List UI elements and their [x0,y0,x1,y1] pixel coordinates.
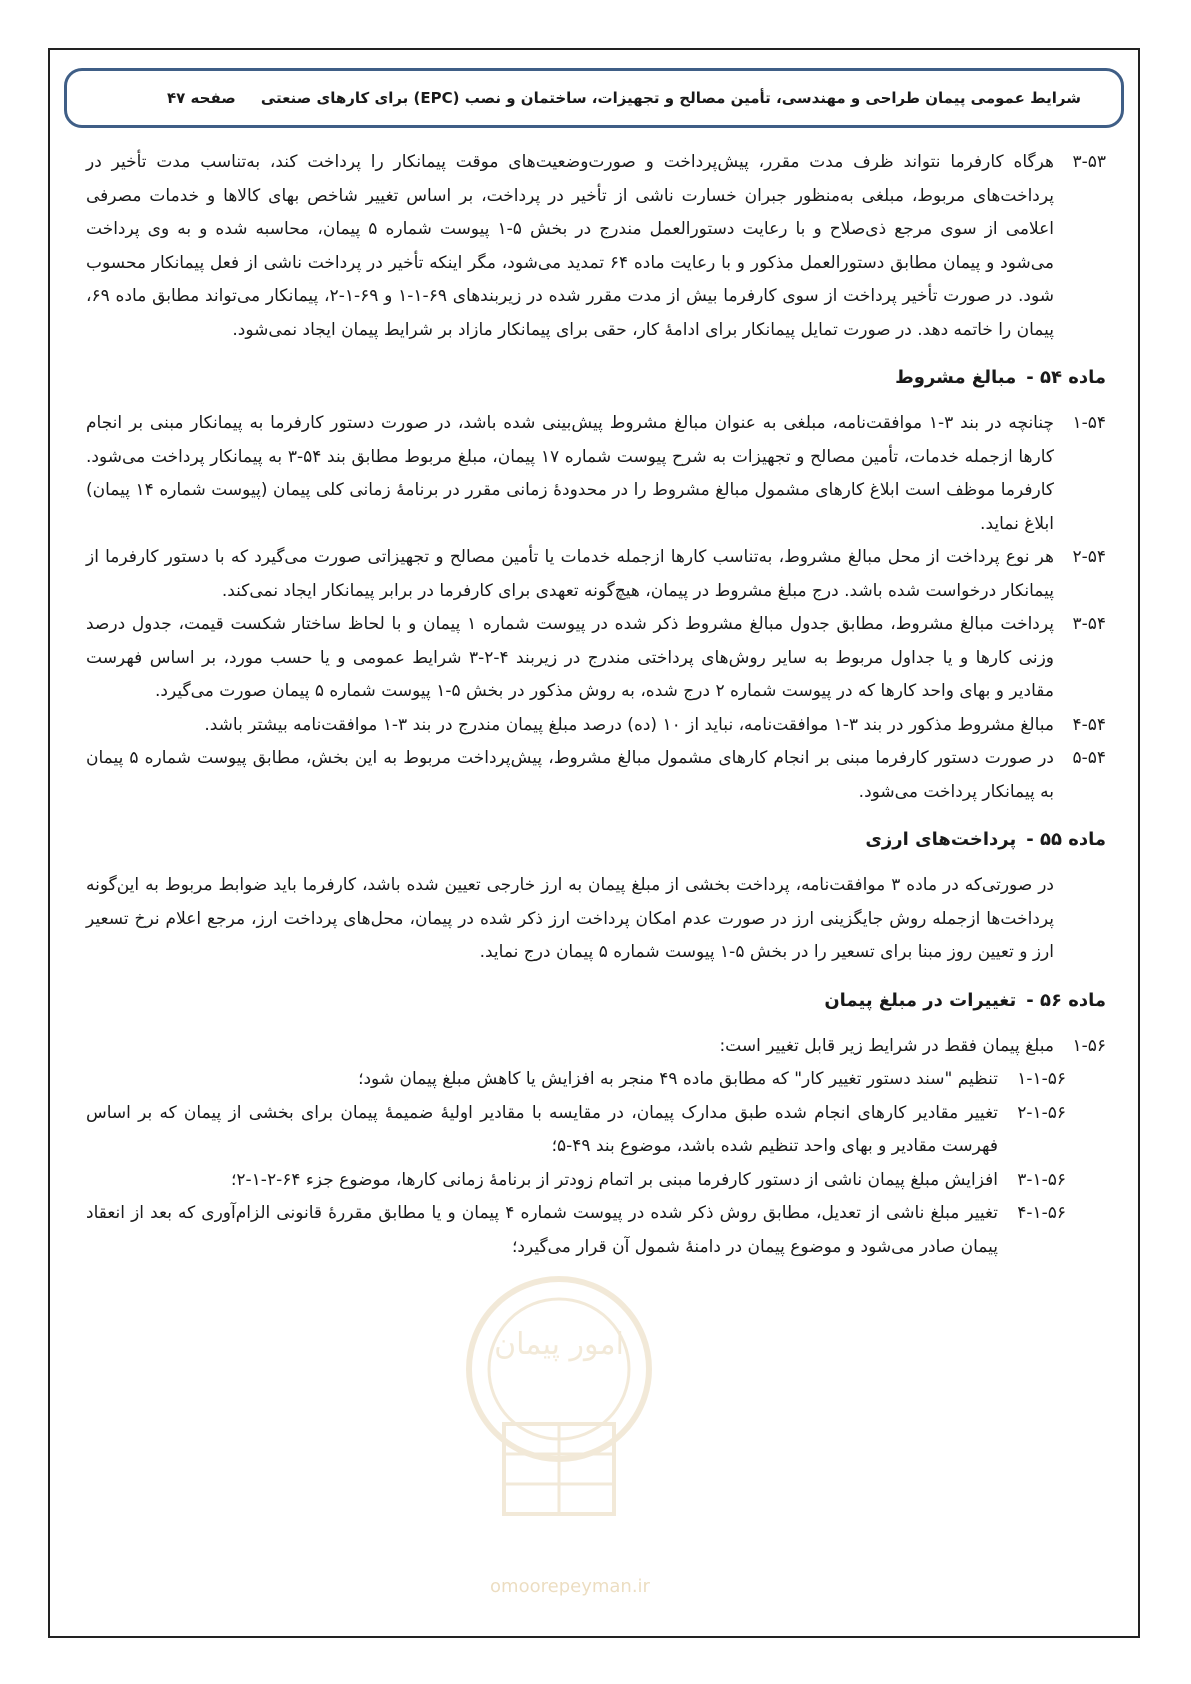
article-title: تغییرات در مبلغ پیمان [824,989,1017,1011]
watermark-logo [454,1264,664,1534]
clause-number: ۴-۵۴ [1072,714,1106,735]
page-number: صفحه ۴۷ [167,89,236,107]
clause-text: در صورت دستور کارفرما مبنی بر انجام کارهای مشمول مبالغ مشروط، پیش‌پرداخت مربوط به این بخش، مطابق پیوست شماره ۵ پیمان به پیمانکار پرداخت می‌شود. [86,748,1054,802]
clause-56-1-3 [86,1164,1066,1198]
article-title: پرداخت‌های ارزی [865,829,1017,850]
article-title: مبالغ مشروط [895,367,1017,388]
clause-54-1 [86,407,1106,541]
clause-text: مبلغ پیمان فقط در شرایط زیر قابل تغییر است: [719,1035,1054,1056]
article-56-heading [86,984,1106,1018]
watermark-site: omoorepeyman.ir [490,1576,650,1597]
subclause-number: ۱-۱-۵۶ [1017,1069,1066,1089]
clause-number: ۵-۵۴ [1072,748,1106,768]
watermark-logo-text: امور پیمان [494,1327,624,1362]
clause-56-1-2 [86,1097,1066,1164]
clause-text: پرداخت مبالغ مشروط، مطابق جدول مبالغ مشروط ذکر شده در پیوست شماره ۱ پیمان و با لحاظ ساختار شکست قیمت، جدول درصد وزنی کارها و یا جداول مربوط به سایر روش‌های پرداختی مندرج در زیربند ۴-۲-۳ شرایط عمومی و یا حسب مورد، بر اساس فهرست مقادیر و بهای واحد کارها که در پیوست شماره ۲ درج شده، به روش مذکور در بخش ۵-۱ پیوست شماره ۵ پیمان صورت می‌گیرد. [86,614,1055,701]
clause-54-2 [86,541,1106,608]
clause-54-4 [86,709,1106,743]
clause-54-5 [86,742,1106,809]
clause-56-1-4 [86,1197,1066,1264]
clause-number: ۱-۵۶ [1072,1035,1106,1056]
article-55-text: در صورتی‌که در ماده ۳ موافقت‌نامه، پرداخت بخشی از مبلغ پیمان به ارز خارجی تعیین شده باشد، کارفرما باید ضوابط مربوط به این‌گونه پرداخت‌ها ازجمله روش جایگزینی ارز در صورت عدم امکان پرداخت ارز ذکر شده در پیمان، محل‌های پرداخت ارز، مرجع اعلام نرخ تسعیر ارز و تعیین روز مبنا برای تسعیر را در بخش ۵-۱ پیوست شماره ۵ پیمان درج نماید. [86,875,1054,962]
clause-56-1 [86,1030,1106,1064]
subclause-number: ۲-۱-۵۶ [1017,1102,1066,1123]
article-number: ماده ۵۴ - [1026,367,1106,388]
article-55-heading [86,823,1106,857]
subclause-number: ۳-۱-۵۶ [1017,1169,1066,1190]
article-54-heading [86,361,1106,395]
clause-54-3 [86,608,1106,709]
document-body [86,146,1106,1264]
clause-number: ۳-۵۴ [1072,614,1106,634]
clause-text: مبالغ مشروط مذکور در بند ۳-۱ موافقت‌نامه، نباید از ۱۰ (ده) درصد مبلغ پیمان مندرج در بند ۳-۱ موافقت‌نامه بیشتر باشد. [204,714,1054,735]
subclause-number: ۴-۱-۵۶ [1017,1203,1066,1223]
article-number: ماده ۵۶ - [1026,989,1106,1011]
subclause-text: افزایش مبلغ پیمان ناشی از دستور کارفرما مبنی بر اتمام زودتر از برنامهٔ زمانی کارها، موضوع جزء ۶۴-۲-۱-۲؛ [230,1169,998,1190]
clause-56-1-1 [86,1063,1066,1097]
page-header [64,68,1124,128]
clause-number: ۳-۵۳ [1072,152,1106,172]
clause-text: چنانچه در بند ۳-۱ موافقت‌نامه، مبلغی به عنوان مبالغ مشروط پیش‌بینی شده باشد، در صورت دستور کارفرما به پیمانکار مبنی بر انجام کارها ازجمله خدمات، تأمین مصالح و تجهیزات به شرح پیوست شماره ۱۷ پیمان، مبلغ مربوط مطابق بند ۵۴-۳ به پیمانکار پرداخت می‌شود. کارفرما موظف است ابلاغ کارهای مشمول مبالغ مشروط را در محدودهٔ زمانی مقرر در برنامهٔ زمانی کلی پیمان (پیوست شماره ۱۴ پیمان) ابلاغ نماید. [86,413,1055,534]
subclause-text: تنظیم "سند دستور تغییر کار" که مطابق ماده ۴۹ منجر به افزایش یا کاهش مبلغ پیمان شود؛ [358,1069,998,1089]
header-title: شرایط عمومی پیمان طراحی و مهندسی، تأمین مصالح و تجهیزات، ساختمان و نصب (EPC) برای کارهای صنعتی [260,89,1081,107]
clause-number: ۲-۵۴ [1072,547,1106,567]
clause-53-3 [86,146,1106,347]
subclause-text: تغییر مقادیر کارهای انجام شده طبق مدارک پیمان، در مقایسه با مقادیر اولیهٔ ضمیمهٔ پیمان برای بخشی از پیمان که بر اساس فهرست مقادیر و بهای واحد تنظیم شده باشد، موضوع بند ۴۹-۵؛ [86,1102,998,1156]
clause-number: ۱-۵۴ [1072,413,1106,433]
clause-text: هر نوع پرداخت از محل مبالغ مشروط، به‌تناسب کارها ازجمله خدمات یا تأمین مصالح و تجهیزاتی صورت می‌گیرد که با دستور کارفرما از پیمانکار درخواست شده باشد. درج مبلغ مشروط در پیمان، هیچ‌گونه تعهدی برای کارفرما در برابر پیمانکار ایجاد نمی‌کند. [86,547,1054,601]
article-number: ماده ۵۵ - [1026,829,1106,850]
subclause-text: تغییر مبلغ ناشی از تعدیل، مطابق روش ذکر شده در پیوست شماره ۴ پیمان و یا مطابق مقررهٔ قانونی الزام‌آوری که بعد از انعقاد پیمان صادر می‌شود و موضوع پیمان در دامنهٔ شمول آن قرار می‌گیرد؛ [86,1203,998,1257]
clause-text: هرگاه کارفرما نتواند ظرف مدت مقرر، پیش‌پرداخت و صورت‌وضعیت‌های موقت پیمانکار را پرداخت کند، به‌تناسب مدت تأخیر در پرداخت‌های مربوط، مبلغی به‌منظور جبران خسارت ناشی از تأخیر در پرداخت، بر اساس تغییر شاخص بهای کالاها و خدمات مصرفی اعلامی از سوی مرجع ذی‌صلاح و با رعایت دستورالعمل مندرج در بخش ۵-۱ پیوست شماره ۵ پیمان، محاسبه شده و به وی پرداخت می‌شود و پیمان مطابق دستورالعمل مذکور و با رعایت ماده ۶۴ تمدید می‌شود، مگر اینکه تأخیر در پرداخت ناشی از فعل پیمانکار محسوب شود. در صورت تأخیر پرداخت از سوی کارفرما بیش از مدت مقرر شده در زیربندهای ۶۹-۱-۱ و ۶۹-۱-۲، پیمانکار می‌تواند مطابق ماده ۶۹، پیمان را خاتمه دهد. در صورت تمایل پیمانکار برای ادامهٔ کار، حقی برای پیمانکار مازاد بر شرایط پیمان ایجاد نمی‌شود. [86,152,1054,340]
